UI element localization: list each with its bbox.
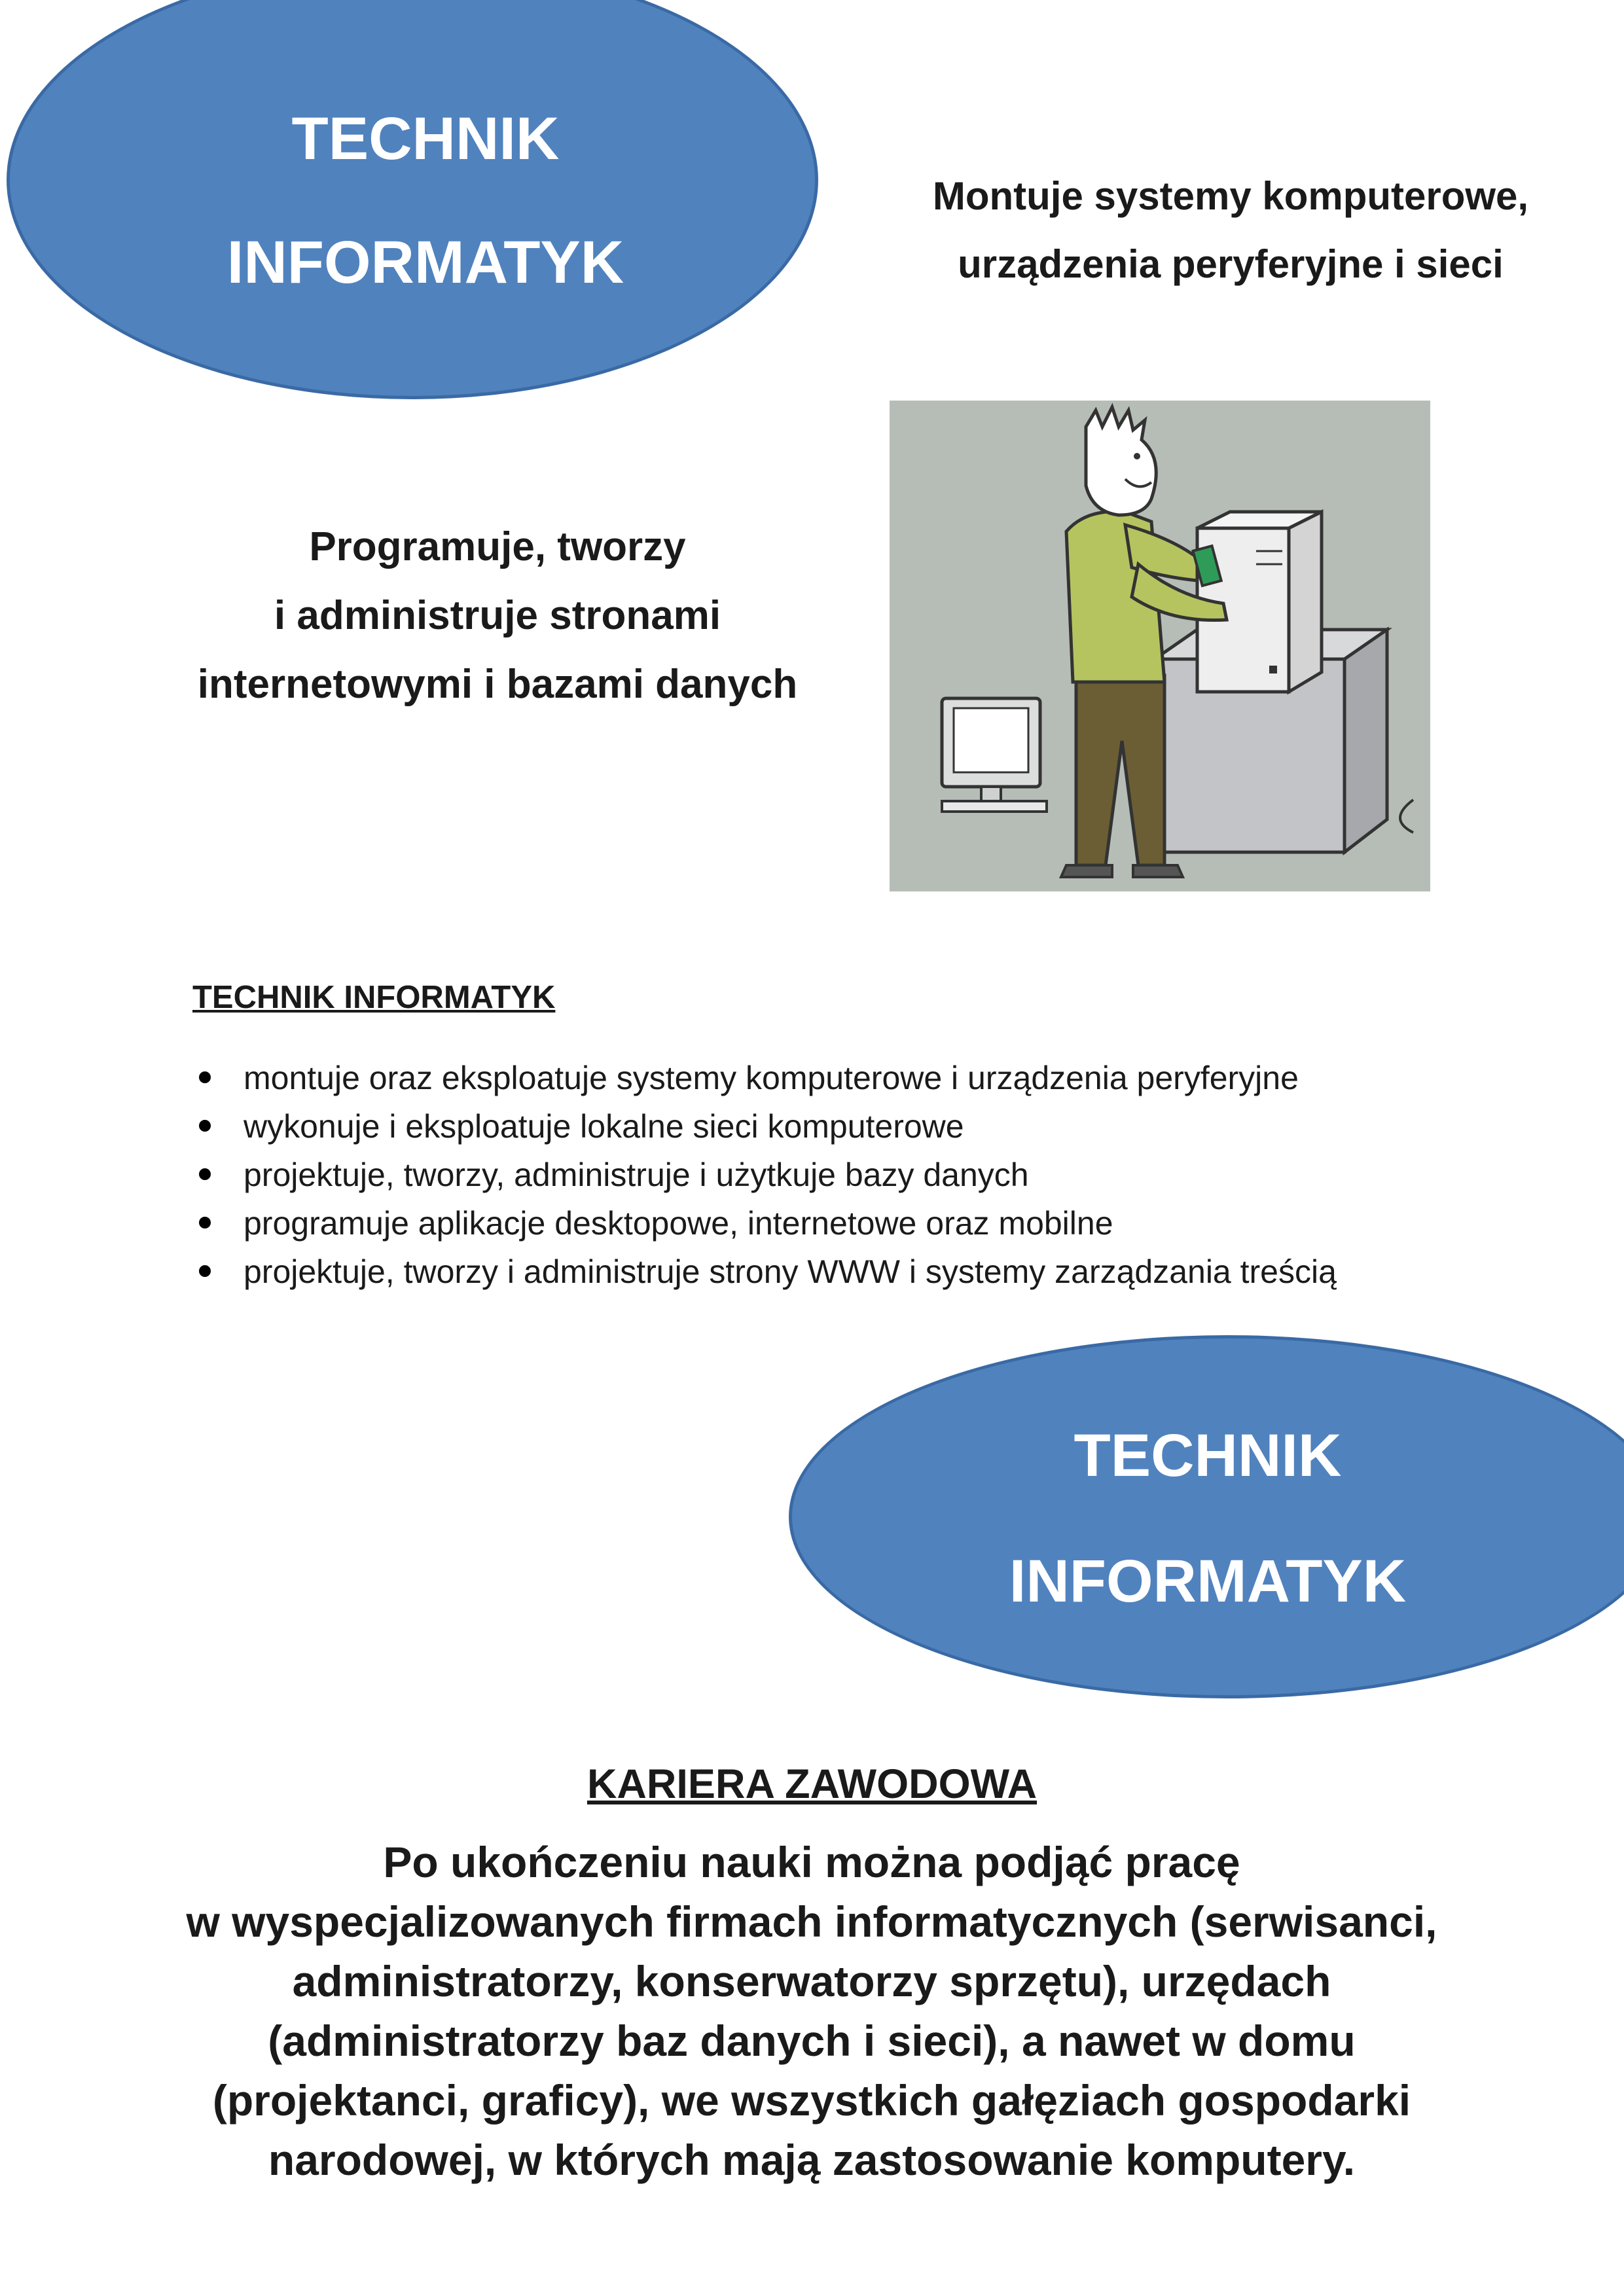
career-line: w wyspecjalizowanych firmach informatycznych (serwisanci, bbox=[186, 1897, 1437, 1946]
bullet-icon bbox=[199, 1120, 211, 1132]
career-line: administratorzy, konserwatorzy sprzętu), urzędach bbox=[292, 1957, 1331, 2005]
intro-right-line-1: Montuje systemy komputerowe, bbox=[932, 174, 1529, 218]
intro-right-text bbox=[844, 162, 1617, 298]
section-title: TECHNIK INFORMATYK bbox=[192, 980, 556, 1015]
career-line: (administratorzy baz danych i sieci), a nawet w domu bbox=[268, 2017, 1356, 2065]
feature-list bbox=[191, 1054, 1428, 1296]
bullet-icon bbox=[199, 1217, 211, 1229]
technician-assembling-computer-illustration bbox=[890, 401, 1430, 891]
list-item: wykonuje i eksploatuje lokalne sieci komputerowe bbox=[191, 1102, 1428, 1151]
bullet-icon bbox=[199, 1168, 211, 1180]
career-line: (projektanci, graficy), we wszystkich gałęziach gospodarki bbox=[212, 2076, 1411, 2125]
list-item: programuje aplikacje desktopowe, internetowe oraz mobilne bbox=[191, 1199, 1428, 1247]
top-title-badge bbox=[7, 0, 818, 399]
career-body bbox=[131, 1833, 1492, 2190]
intro-left-text bbox=[105, 512, 890, 719]
list-item: montuje oraz eksploatuje systemy komputerowe i urządzenia peryferyjne bbox=[191, 1054, 1428, 1102]
top-badge-line-2: INFORMATYK bbox=[226, 229, 624, 296]
bottom-title-badge bbox=[789, 1335, 1624, 1698]
career-heading: KARIERA ZAWODOWA bbox=[586, 1761, 1038, 1807]
intro-left-line-3: internetowymi i bazami danych bbox=[197, 662, 798, 707]
bottom-badge-line-2: INFORMATYK bbox=[1009, 1548, 1407, 1615]
career-line: narodowej, w których mają zastosowanie komputery. bbox=[268, 2136, 1356, 2184]
intro-right-line-2: urządzenia peryferyjne i sieci bbox=[958, 242, 1504, 286]
intro-left-line-2: i administruje stronami bbox=[274, 593, 721, 638]
bullet-icon bbox=[199, 1071, 211, 1083]
bullet-icon bbox=[199, 1265, 211, 1277]
intro-left-line-1: Programuje, tworzy bbox=[309, 524, 686, 569]
list-item: projektuje, tworzy, administruje i użytkuje bazy danych bbox=[191, 1151, 1428, 1199]
bottom-badge-line-1: TECHNIK bbox=[1074, 1422, 1342, 1489]
career-line: Po ukończeniu nauki można podjąć pracę bbox=[383, 1838, 1240, 1886]
list-item: projektuje, tworzy i administruje strony WWW i systemy zarządzania treścią bbox=[191, 1247, 1428, 1296]
top-badge-line-1: TECHNIK bbox=[291, 105, 560, 172]
